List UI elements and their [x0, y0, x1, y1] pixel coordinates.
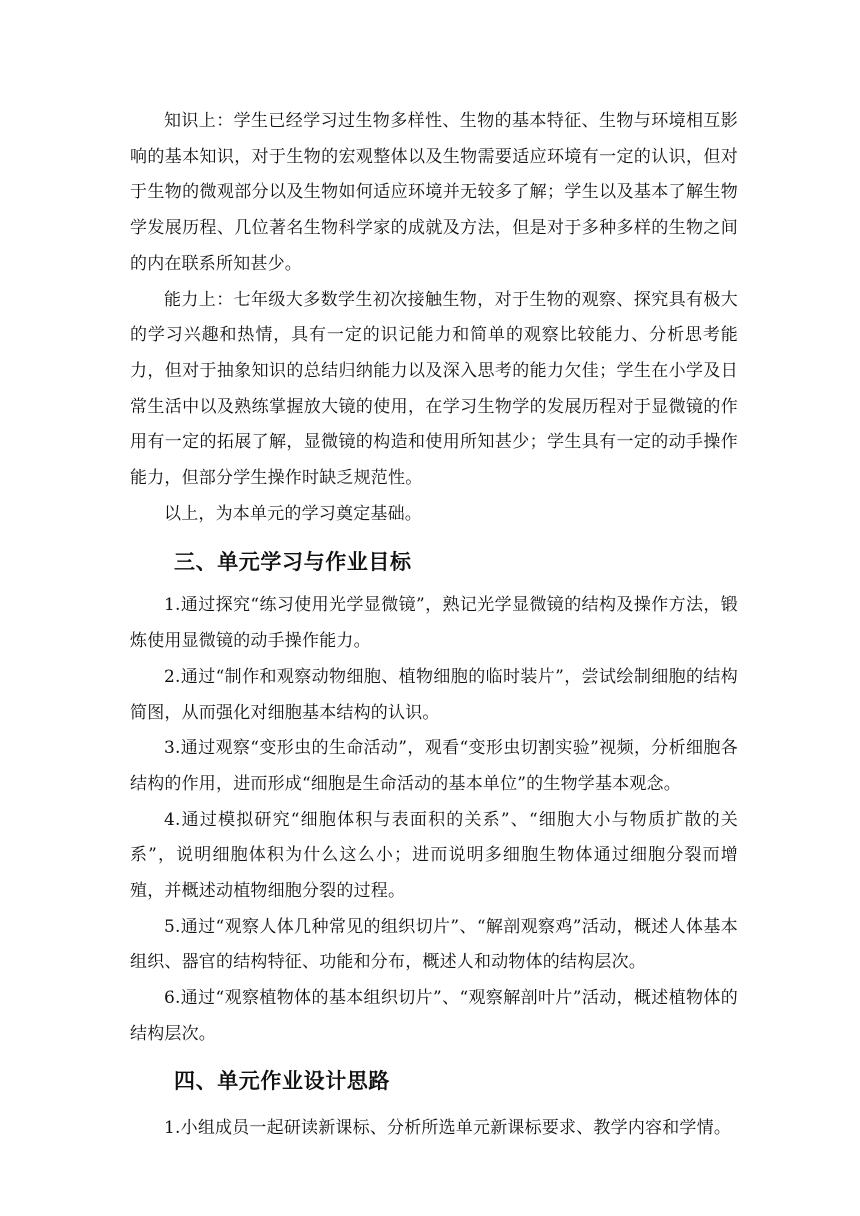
design-item-1: 1.小组成员一起研读新课标、分析所选单元新课标要求、教学内容和学情。 — [164, 1117, 732, 1138]
goal-item-4: 4.通过模拟研究“细胞体积与表面积的关系”、“细胞大小与物质扩散的关系”，说明细胞体积为什么这么小；进而说明多细胞生物体通过细胞分裂而增殖，并概述动植物细胞分裂的过程。 — [130, 809, 738, 902]
goal-item-2: 2.通过“制作和观察动物细胞、植物细胞的临时装片”，尝试绘制细胞的结构简图，从而强化对细胞基本结构的认识。 — [130, 666, 738, 723]
document-page — [130, 104, 738, 1146]
summary-paragraph: 以上，为本单元的学习奠定基础。 — [164, 503, 422, 524]
knowledge-paragraph: 知识上：学生已经学习过生物多样性、生物的基本特征、生物与环境相互影响的基本知识，对于生物的宏观整体以及生物需要适应环境有一定的认识，但对于生物的微观部分以及生物如何适应环境并无较多了解；学生以及基本了解生物学发展历程、几位著名生物科学家的成就及方法，但是对于多种多样的生物之间的内在联系所知甚少。 — [130, 111, 738, 274]
section-four-heading: 四、单元作业设计思路 — [174, 1068, 390, 1093]
goal-item-5: 5.通过“观察人体几种常见的组织切片”、“解剖观察鸡”活动，概述人体基本组织、器官的结构特征、功能和分布，概述人和动物体的结构层次。 — [130, 916, 738, 973]
section-three-heading: 三、单元学习与作业目标 — [174, 550, 412, 575]
goal-item-3: 3.通过观察“变形虫的生命活动”，观看“变形虫切割实验”视频，分析细胞各结构的作用，进而形成“细胞是生命活动的基本单位”的生物学基本观念。 — [130, 738, 738, 794]
goal-item-1: 1.通过探究“练习使用光学显微镜”，熟记光学显微镜的结构及操作方法，锻炼使用显微镜的动手操作能力。 — [130, 595, 738, 652]
ability-paragraph: 能力上：七年级大多数学生初次接触生物，对于生物的观察、探究具有极大的学习兴趣和热情，具有一定的识记能力和简单的观察比较能力、分析思考能力，但对于抽象知识的总结归纳能力以及深入思考的能力欠佳；学生在小学及日常生活中以及熟练掌握放大镜的使用，在学习生物学的发展历程对于显微镜的作用有一定的拓展了解，显微镜的构造和使用所知甚少；学生具有一定的动手操作能力，但部分学生操作时缺乏规范性。 — [130, 289, 738, 489]
goal-item-6: 6.通过“观察植物体的基本组织切片”、“观察解剖叶片”活动，概述植物体的结构层次。 — [130, 988, 738, 1044]
